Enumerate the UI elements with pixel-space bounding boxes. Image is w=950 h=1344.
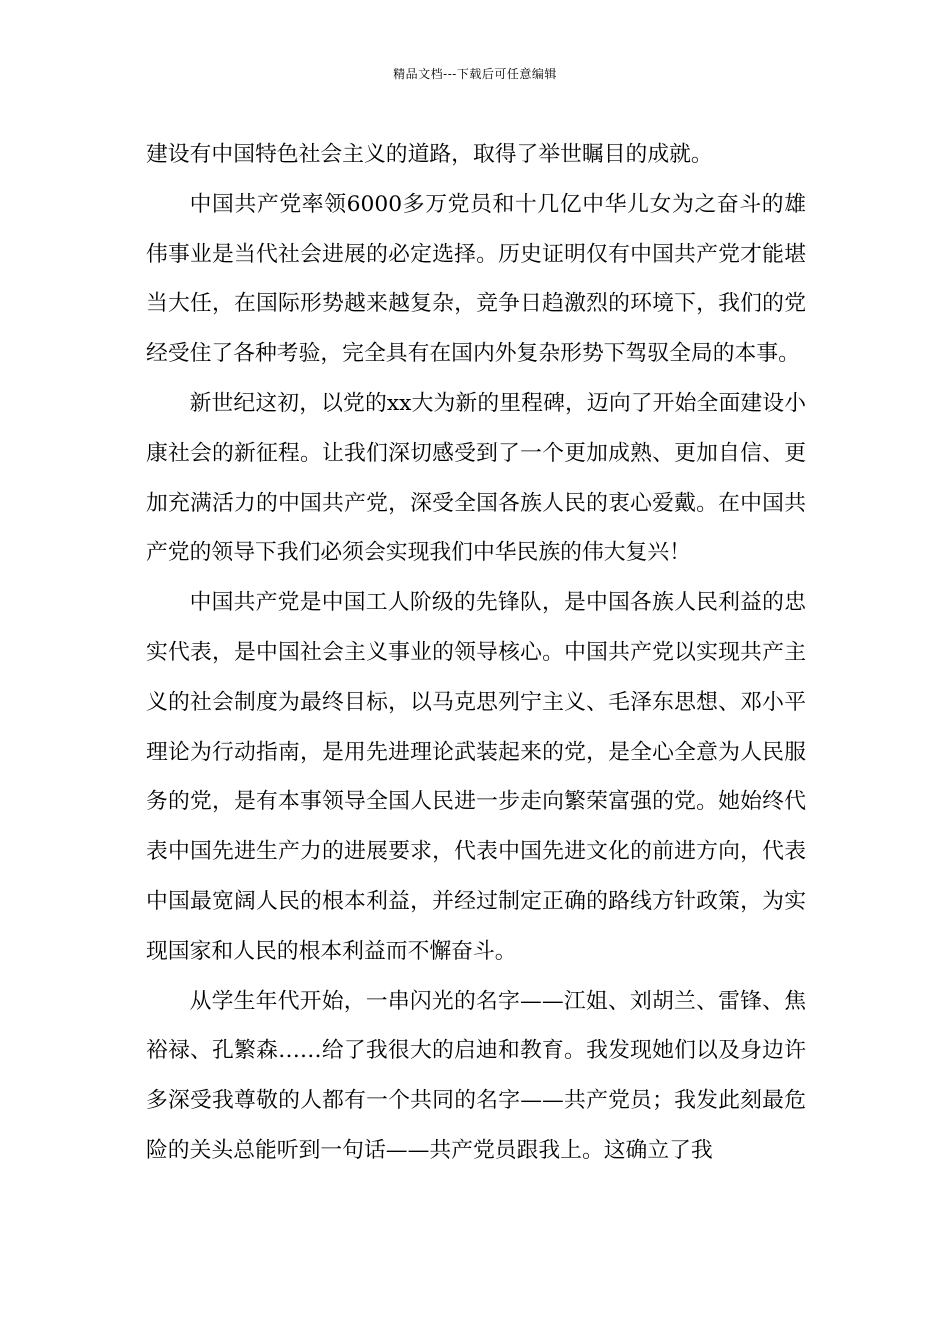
paragraph: 从学生年代开始，一串闪光的名字——江姐、刘胡兰、雷锋、焦裕禄、孔繁森……给了我很大的启迪和教育。我发现她们以及身边许多深受我尊敬的人都有一个共同的名字——共产党员；我发此刻最危险的关头总能听到一句话——共产党员跟我上。这确立了我 — [146, 988, 806, 1163]
paragraph: 中国共产党是中国工人阶级的先锋队，是中国各族人民利益的忠实代表，是中国社会主义事业的领导核心。中国共产党以实现共产主义的社会制度为最终目标，以马克思列宁主义、毛泽东思想、邓小平理论为行动指南，是用先进理论武装起来的党，是全心全意为人民服务的党，是有本事领导全国人民进一步走向繁荣富强的党。她始终代表中国先进生产力的进展要求，代表中国先进文化的前进方向，代表中国最宽阔人民的根本利益，并经过制定正确的路线方针政策，为实现国家和人民的根本利益而不懈奋斗。 — [146, 590, 806, 964]
document-body — [146, 130, 806, 1176]
page-header: 精品文档---下载后可任意编辑 — [393, 67, 557, 81]
paragraph: 中国共产党率领6000多万党员和十几亿中华儿女为之奋斗的雄伟事业是当代社会进展的必定选择。历史证明仅有中国共产党才能堪当大任，在国际形势越来越复杂，竞争日趋激烈的环境下，我们的党经受住了各种考验，完全具有在国内外复杂形势下驾驭全局的本事。 — [146, 191, 806, 367]
paragraph: 新世纪这初，以党的xx大为新的里程碑，迈向了开始全面建设小康社会的新征程。让我们深切感受到了一个更加成熟、更加自信、更加充满活力的中国共产党，深受全国各族人民的衷心爱戴。在中国共产党的领导下我们必须会实现我们中华民族的伟大复兴！ — [146, 390, 806, 566]
paragraph-continuation: 建设有中国特色社会主义的道路，取得了举世瞩目的成就。 — [146, 142, 713, 167]
